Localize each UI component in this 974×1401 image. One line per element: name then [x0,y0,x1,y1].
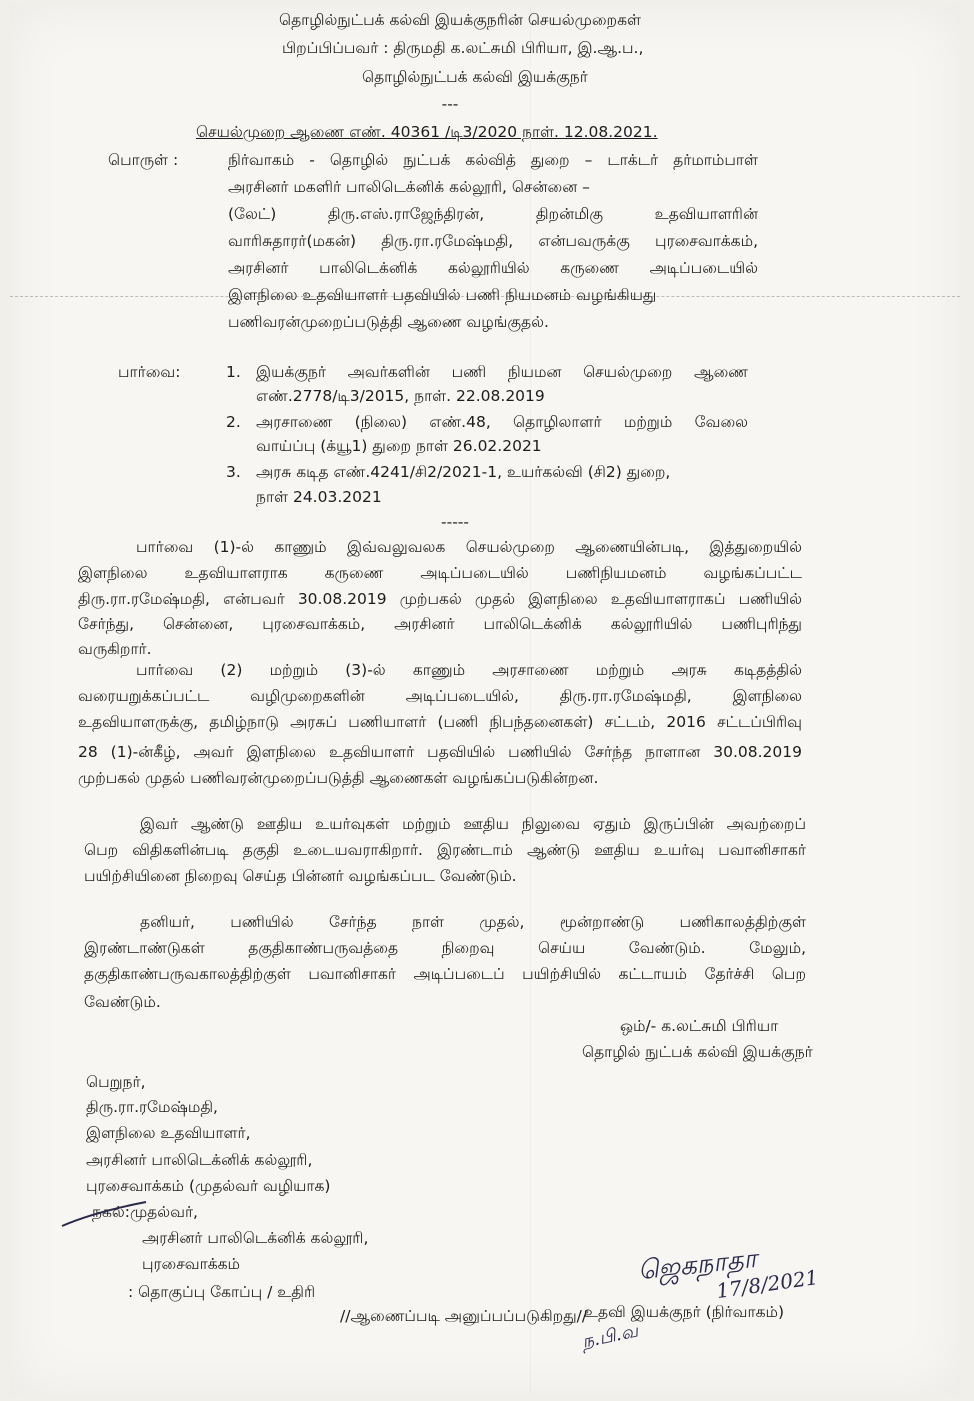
recipient-line: புரசைவாக்கம் (முதல்வர் வழியாக) [86,1177,331,1195]
handwritten-date: 17/8/2021 [714,1264,820,1304]
reference-number: 1. [226,363,241,381]
recipient-line: அரசினர் பாலிடெக்னிக் கல்லூரி, [86,1151,313,1169]
paragraph-line: இளநிலை உதவியாளராக கருணை அடிப்படையில் பணிநியமனம் வழங்கப்பட்ட [78,564,802,582]
subject-line: அரசினர் மகளிர் பாலிடெக்னிக் கல்லூரி, சென்னை – [228,178,590,196]
paragraph-line: முற்பகல் முதல் பணிவரன்முறைப்படுத்தி ஆணைகள் வழங்கப்படுகின்றன. [78,769,599,787]
reference-number: 2. [226,413,241,431]
references-label: பார்வை: [118,363,181,381]
subject-line: அரசினர் பாலிடெக்னிக் கல்லூரியில் கருணை அடிப்படையில் [228,259,758,277]
paragraph-line: தனியர், பணியில் சேர்ந்த நாள் முதல், மூன்றாண்டு பணிகாலத்திற்குள் [140,913,806,931]
reference-line: அரசு கடித எண்.4241/சி2/2021-1, உயர்கல்வி (சி2) துறை, [256,463,671,481]
recipient-line: திரு.ரா.ரமேஷ்மதி, [86,1098,218,1116]
subject-line: இளநிலை உதவியாளர் பதவியில் பணி நியமனம் வழங்கியது [228,286,657,304]
paragraph-line: இரண்டாண்டுகள் தகுதிகாண்பருவத்தை நிறைவு செய்ய வேண்டும். மேலும், [84,939,806,957]
paragraph-line: வருகிறார். [78,640,152,658]
reference-line: இயக்குநர் அவர்களின் பணி நியமன செயல்முறை ஆணை [256,363,748,381]
copy-line: புரசைவாக்கம் [142,1255,241,1273]
handwritten-stroke [60,1196,150,1232]
order-title: செயல்முறை ஆணை எண். 40361 /டி3/2020 நாள். 12.08.2021. [196,123,658,141]
reference-line: எண்.2778/டி3/2015, நாள். 22.08.2019 [256,387,545,405]
reference-line: வாய்ப்பு (க்யூ1) துறை நாள் 26.02.2021 [256,437,542,455]
signature-designation: தொழில் நுட்பக் கல்வி இயக்குநர் [582,1043,813,1061]
header-office: தொழில்நுட்பக் கல்வி இயக்குநரின் செயல்முறைகள் [279,11,641,29]
copy-line: அரசினர் பாலிடெக்னிக் கல்லூரி, [142,1229,369,1247]
recipient-line: இளநிலை உதவியாளர், [86,1124,251,1142]
paragraph-line: 28 (1)-ன்கீழ், அவர் இளநிலை உதவியாளர் பதவியில் பணியில் சேர்ந்த நாளான 30.08.2019 [78,743,802,761]
recipient-line: பெறுநர், [86,1073,146,1091]
reference-number: 3. [226,463,241,481]
reference-line: நாள் 24.03.2021 [256,488,382,506]
paragraph-line: தகுதிகாண்பருவகாலத்திற்குள் பவானிசாகர் அடிப்படைப் பயிற்சியில் கட்டாயம் தேர்ச்சி பெற [84,965,806,983]
paragraph-line: பார்வை (1)-ல் காணும் இவ்வலுவலக செயல்முறை ஆணையின்படி, இத்துறையில் [136,538,802,556]
handwritten-initials: ந.பி.வ [580,1320,640,1353]
forwarding-note: //ஆணைப்படி அனுப்பப்படுகிறது// [340,1307,588,1325]
header-designation: தொழில்நுட்பக் கல்வி இயக்குநர் [362,68,588,86]
subject-line: (லேட்) திரு.எஸ்.ராஜேந்திரன், திறன்மிகு உதவியாளரின் [228,205,758,223]
paragraph-line: வரையறுக்கப்பட்ட வழிமுறைகளின் அடிப்படையில், திரு.ரா.ரமேஷ்மதி, இளநிலை [78,687,802,705]
handwritten-signature: ஜெகநாதா [636,1243,759,1287]
references-separator: ----- [441,513,469,531]
paragraph-line: பார்வை (2) மற்றும் (3)-ல் காணும் அரசாணை மற்றும் அரசு கடிதத்தில் [136,661,802,679]
forwarding-designation: உதவி இயக்குநர் (நிர்வாகம்) [584,1303,785,1321]
header-issuer: பிறப்பிப்பவர் : திருமதி க.லட்சுமி பிரியா, இ.ஆ.ப., [282,39,644,57]
paragraph-line: இவர் ஆண்டு ஊதிய உயர்வுகள் மற்றும் ஊதிய நிலுவை ஏதும் இருப்பின் அவற்றைப் [140,815,806,833]
reference-line: அரசாணை (நிலை) எண்.48, தொழிலாளர் மற்றும் வேலை [256,413,748,431]
header-separator: --- [441,95,459,113]
subject-label: பொருள் : [108,151,179,169]
subject-line: நிர்வாகம் - தொழில் நுட்பக் கல்வித் துறை – டாக்டர் தர்மாம்பாள் [228,151,758,169]
signature-name: ஒம்/- க.லட்சுமி பிரியா [620,1017,779,1035]
subject-line: வாரிசுதாரர்(மகன்) திரு.ரா.ரமேஷ்மதி, என்பவருக்கு புரசைவாக்கம், [228,232,758,250]
copy-label: நகல்:முதல்வர், [92,1203,198,1221]
paragraph-line: பெற விதிகளின்படி தகுதி உடையவராகிறார். இரண்டாம் ஆண்டு ஊதிய உயர்வு பவானிசாகர் [84,841,806,859]
paragraph-line: பயிற்சியினை நிறைவு செய்த பின்னர் வழங்கப்பட வேண்டும். [84,867,517,885]
paragraph-line: வேண்டும். [84,993,161,1011]
paragraph-line: திரு.ரா.ரமேஷ்மதி, என்பவர் 30.08.2019 முற்பகல் முதல் இளநிலை உதவியாளராகப் பணியில் [78,590,802,608]
subject-line: பணிவரன்முறைப்படுத்தி ஆணை வழங்குதல். [228,313,549,331]
file-copy-line: : தொகுப்பு கோப்பு / உதிரி [128,1283,316,1301]
paragraph-line: உதவியாளருக்கு, தமிழ்நாடு அரசுப் பணியாளர் (பணி நிபந்தனைகள்) சட்டம், 2016 சட்டப்பிரிவு [78,713,802,731]
paragraph-line: சேர்ந்து, சென்னை, புரசைவாக்கம், அரசினர் பாலிடெக்னிக் கல்லூரியில் பணிபுரிந்து [78,615,802,633]
